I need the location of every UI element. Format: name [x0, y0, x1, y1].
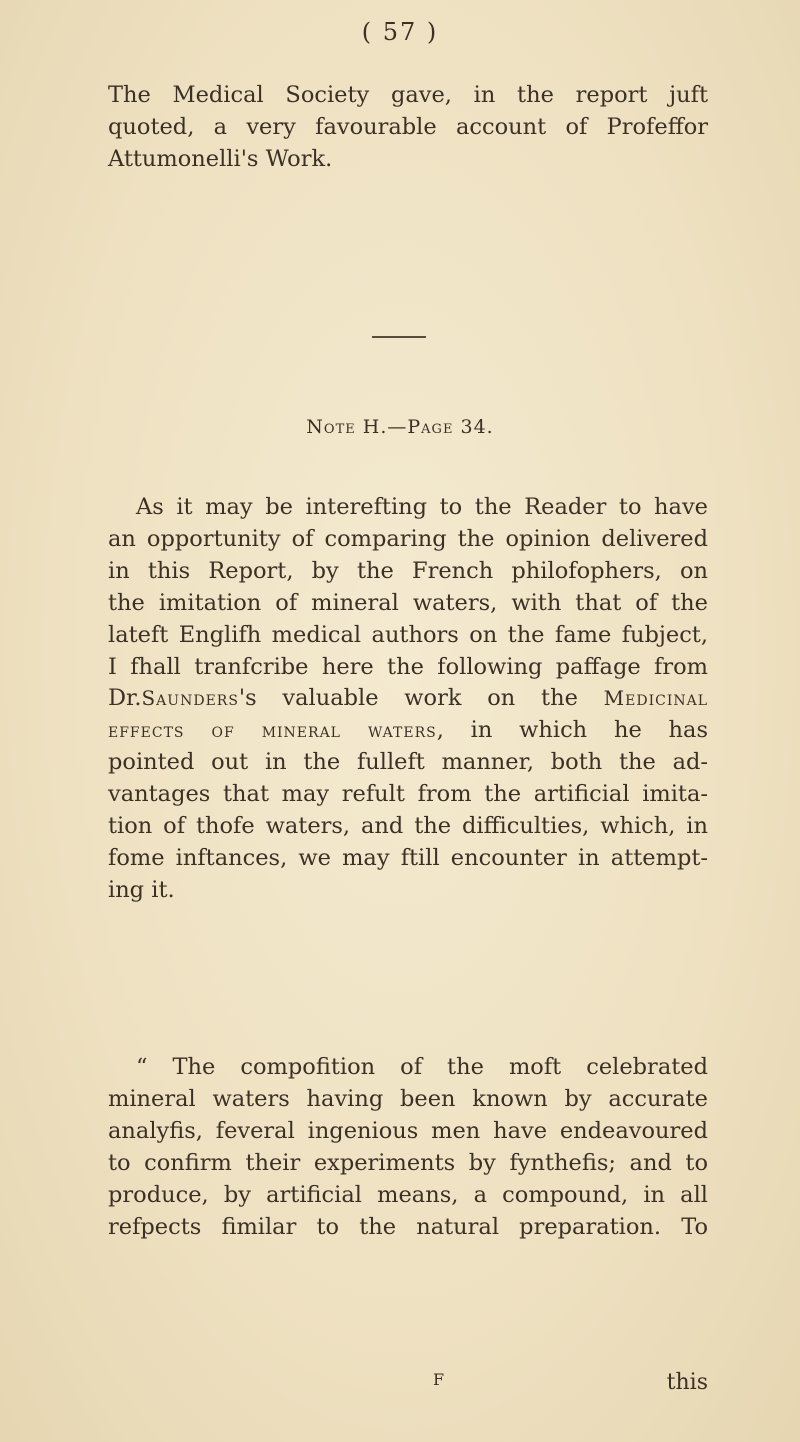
- line-text: 's valuable work on the: [238, 685, 578, 712]
- note-heading: Note H.—Page 34.: [306, 416, 494, 438]
- intro-paragraph: [108, 80, 708, 176]
- quotation-paragraph: [108, 1052, 708, 1243]
- paragraph-line: mineral waters having been known by accurate: [108, 1085, 708, 1112]
- paragraph-line: lateft Englifh medical authors on the fame fubject,: [108, 621, 708, 648]
- paragraph-line: produce, by artificial means, a compound, in all: [108, 1181, 708, 1208]
- paragraph-line: fome inftances, we may ftill encounter in attempt-: [108, 844, 708, 871]
- paragraph-line: [108, 715, 708, 747]
- paragraph-line: vantages that may refult from the artificial imita-: [108, 781, 708, 808]
- paragraph-line: analyfis, feveral ingenious men have endeavoured: [108, 1117, 708, 1144]
- intro-line: quoted, a very favourable account of Profeffor: [108, 113, 708, 140]
- note-paragraph: [108, 492, 708, 907]
- paragraph-line: in this Report, by the French philofophers, on: [108, 557, 708, 584]
- doctor-prefix: Dr.: [108, 685, 142, 712]
- page-number: ( 57 ): [361, 18, 439, 46]
- line-text: , in which he has: [436, 717, 709, 744]
- paragraph-line: to confirm their experiments by fynthefis; and to: [108, 1149, 708, 1176]
- paragraph-line: an opportunity of comparing the opinion delivered: [108, 525, 708, 552]
- catchword: this: [666, 1370, 708, 1395]
- paragraph-line: [108, 683, 708, 715]
- section-divider: [372, 336, 426, 338]
- paragraph-line: As it may be interefting to the Reader to have: [136, 494, 708, 520]
- author-name: Saunders: [141, 686, 239, 711]
- paragraph-line: the imitation of mineral waters, with that of the: [108, 589, 708, 616]
- book-title-part: effects of mineral waters: [108, 718, 437, 743]
- paragraph-line: ing it.: [108, 876, 175, 903]
- paragraph-line: pointed out in the fulleft manner, both the ad-: [108, 749, 708, 776]
- paragraph-line: I fhall tranfcribe here the following paffage from: [108, 653, 708, 680]
- signature-mark: F: [433, 1370, 445, 1389]
- intro-line: Attumonelli's Work.: [108, 145, 333, 172]
- intro-line: The Medical Society gave, in the report juft: [108, 82, 708, 108]
- paragraph-line: refpects fimilar to the natural preparation. To: [108, 1213, 708, 1240]
- paragraph-line: tion of thofe waters, and the difficulties, which, in: [108, 813, 708, 840]
- book-title-part: Medicinal: [603, 686, 709, 711]
- page-footer: [108, 1370, 708, 1400]
- paragraph-line: “ The compofition of the moft celebrated: [136, 1054, 708, 1080]
